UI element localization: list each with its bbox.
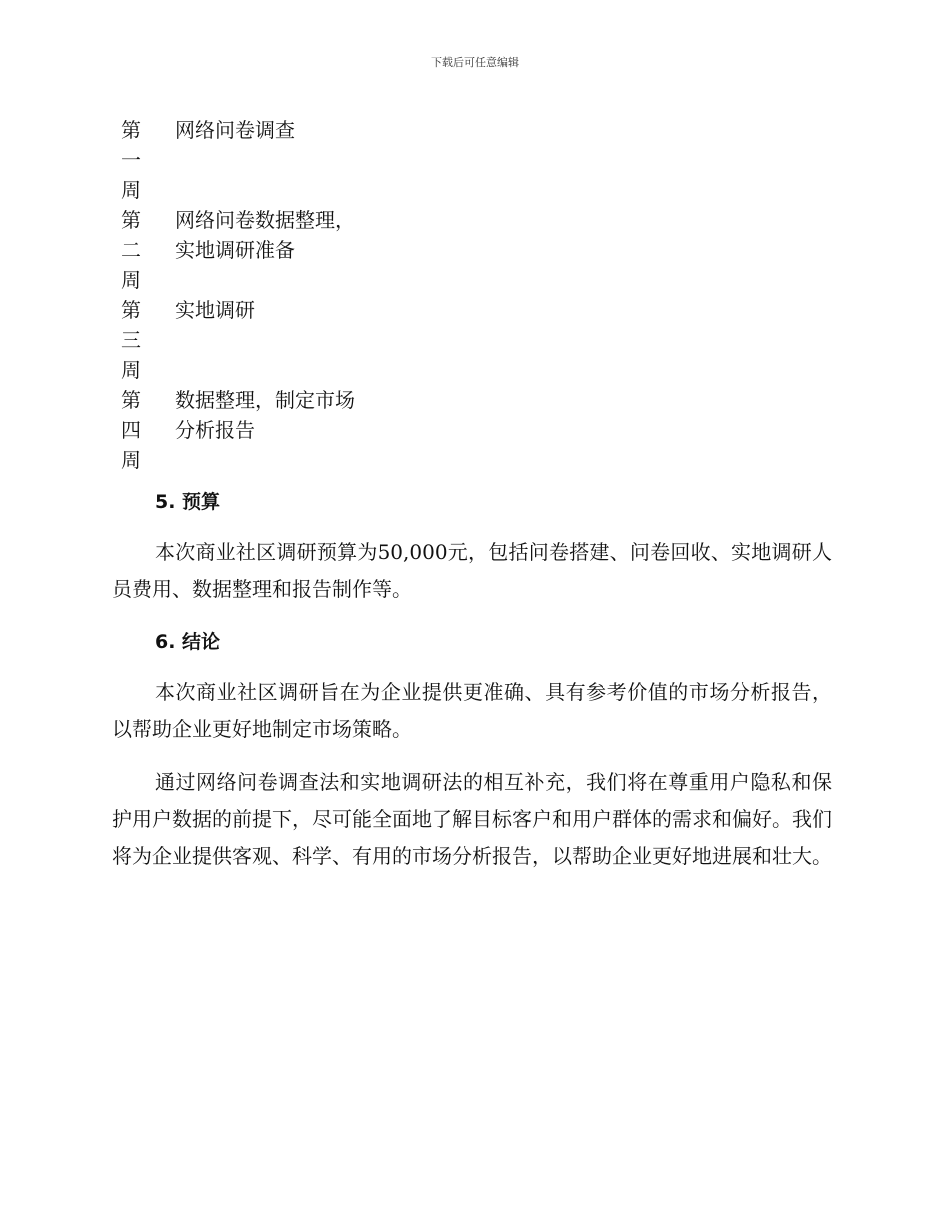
- week-label: 第四周: [121, 388, 141, 472]
- conclusion-paragraph-1: 本次商业社区调研旨在为企业提供更准确、具有参考价值的市场分析报告，以帮助企业更好地制定市场策略。: [112, 680, 832, 741]
- week-task: 数据整理，制定市场分析报告: [175, 388, 355, 442]
- week-label: 第二周: [121, 208, 141, 292]
- document-body: [112, 484, 832, 875]
- page-header: 下载后可任意编辑: [431, 56, 519, 69]
- week-label: 第三周: [121, 298, 141, 382]
- schedule-row: [121, 205, 381, 295]
- week-label: 第一周: [121, 118, 141, 202]
- week-task: 实地调研: [175, 298, 255, 322]
- conclusion-paragraph-2: 通过网络问卷调查法和实地调研法的相互补充，我们将在尊重用户隐私和保护用户数据的前提下，尽可能全面地了解目标客户和用户群体的需求和偏好。我们将为企业提供客观、科学、有用的市场分析报告，以帮助企业更好地进展和壮大。: [112, 770, 832, 868]
- schedule-row: [121, 385, 381, 475]
- schedule-table: [121, 115, 381, 475]
- week-task: 网络问卷数据整理，实地调研准备: [175, 208, 355, 262]
- week-task: 网络问卷调查: [175, 118, 295, 142]
- conclusion-heading: 6. 结论: [155, 631, 221, 653]
- budget-heading: 5. 预算: [155, 491, 221, 513]
- schedule-row: [121, 115, 381, 205]
- schedule-row: [121, 295, 381, 385]
- budget-paragraph: 本次商业社区调研预算为50,000元，包括问卷搭建、问卷回收、实地调研人员费用、数据整理和报告制作等。: [112, 540, 832, 601]
